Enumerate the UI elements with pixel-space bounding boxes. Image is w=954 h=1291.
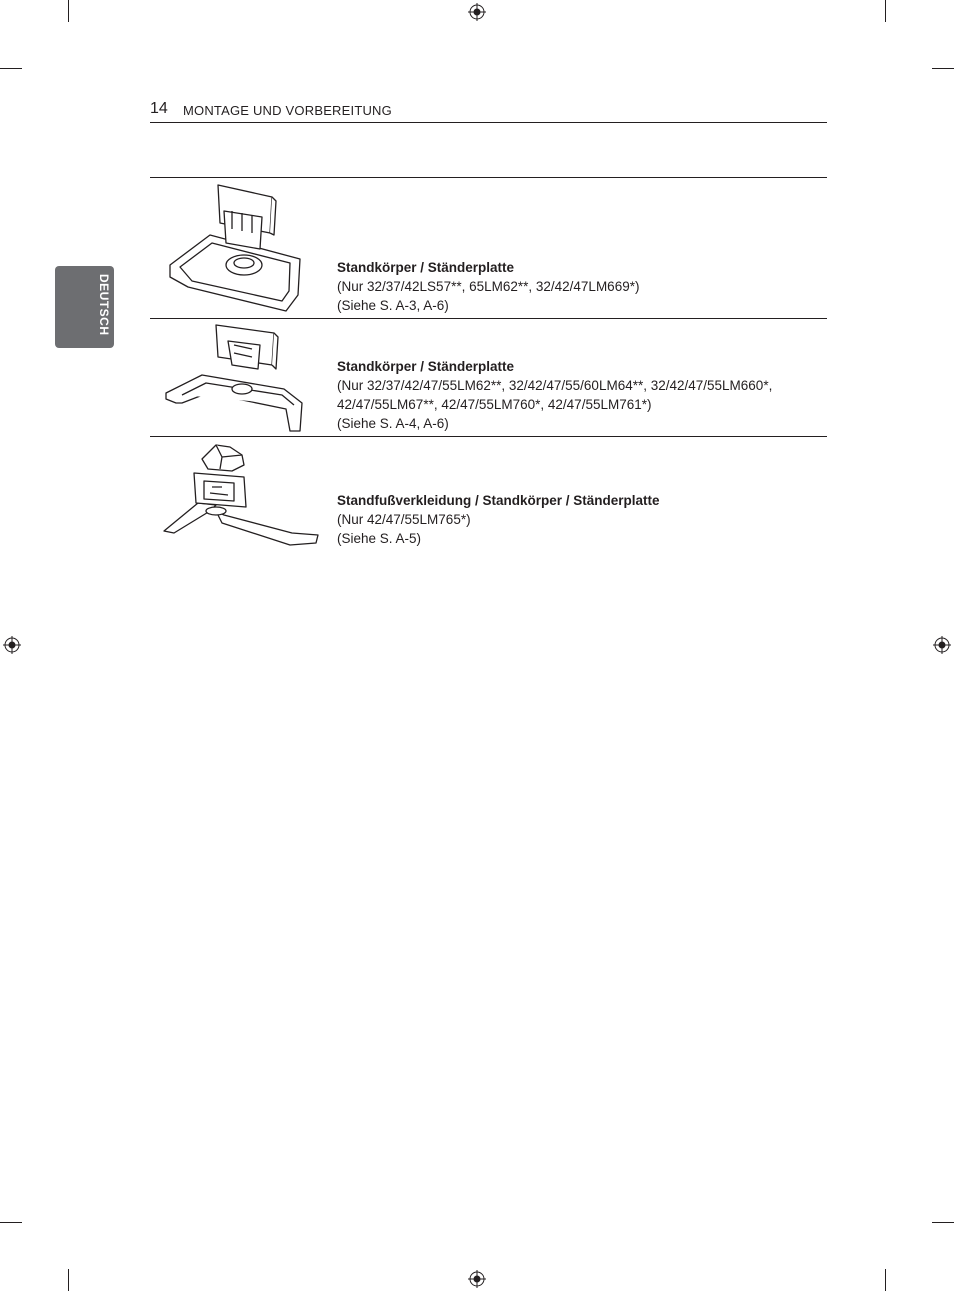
crop-mark bbox=[932, 1222, 954, 1223]
crop-mark bbox=[885, 1269, 886, 1291]
page-number: 14 bbox=[150, 100, 168, 117]
item-models: (Nur 32/37/42/47/55LM62**, 32/42/47/55/60LM64**, 32/42/47/55LM660*, bbox=[337, 378, 773, 393]
registration-mark-icon bbox=[3, 636, 21, 654]
crop-mark bbox=[0, 68, 22, 69]
crop-mark bbox=[885, 0, 886, 22]
item-models-continued: 42/47/55LM67**, 42/47/55LM760*, 42/47/55LM761*) bbox=[337, 397, 652, 412]
table-row bbox=[150, 318, 827, 436]
registration-mark-icon bbox=[468, 3, 486, 21]
item-models: (Nur 42/47/55LM765*) bbox=[337, 512, 471, 527]
crop-mark bbox=[0, 1222, 22, 1223]
crop-mark bbox=[68, 1269, 69, 1291]
stand-body-base-plate-illustration bbox=[162, 323, 307, 433]
language-tab bbox=[55, 266, 114, 348]
item-name: Standkörper / Ständerplatte bbox=[337, 359, 515, 374]
page-header bbox=[150, 100, 827, 123]
stand-body-base-plate-illustration bbox=[162, 183, 307, 313]
item-reference: (Siehe S. A-3, A-6) bbox=[337, 298, 449, 313]
registration-mark-icon bbox=[933, 636, 951, 654]
language-tab-label: DEUTSCH bbox=[97, 274, 111, 336]
crop-mark bbox=[68, 0, 69, 22]
item-description bbox=[337, 357, 817, 433]
crop-mark bbox=[932, 68, 954, 69]
item-name: Standfußverkleidung / Standkörper / Ständerplatte bbox=[337, 493, 660, 508]
item-reference: (Siehe S. A-5) bbox=[337, 531, 422, 546]
item-models: (Nur 32/37/42LS57**, 65LM62**, 32/42/47LM669*) bbox=[337, 279, 640, 294]
item-description bbox=[337, 258, 817, 315]
stand-cover-body-base-plate-illustration bbox=[162, 439, 322, 551]
item-description bbox=[337, 491, 817, 548]
registration-mark-icon bbox=[468, 1270, 486, 1288]
table-row bbox=[150, 177, 827, 318]
section-title: MONTAGE UND VORBEREITUNG bbox=[183, 103, 392, 118]
item-reference: (Siehe S. A-4, A-6) bbox=[337, 416, 449, 431]
parts-table bbox=[150, 177, 827, 557]
table-row bbox=[150, 436, 827, 557]
item-name: Standkörper / Ständerplatte bbox=[337, 260, 515, 275]
